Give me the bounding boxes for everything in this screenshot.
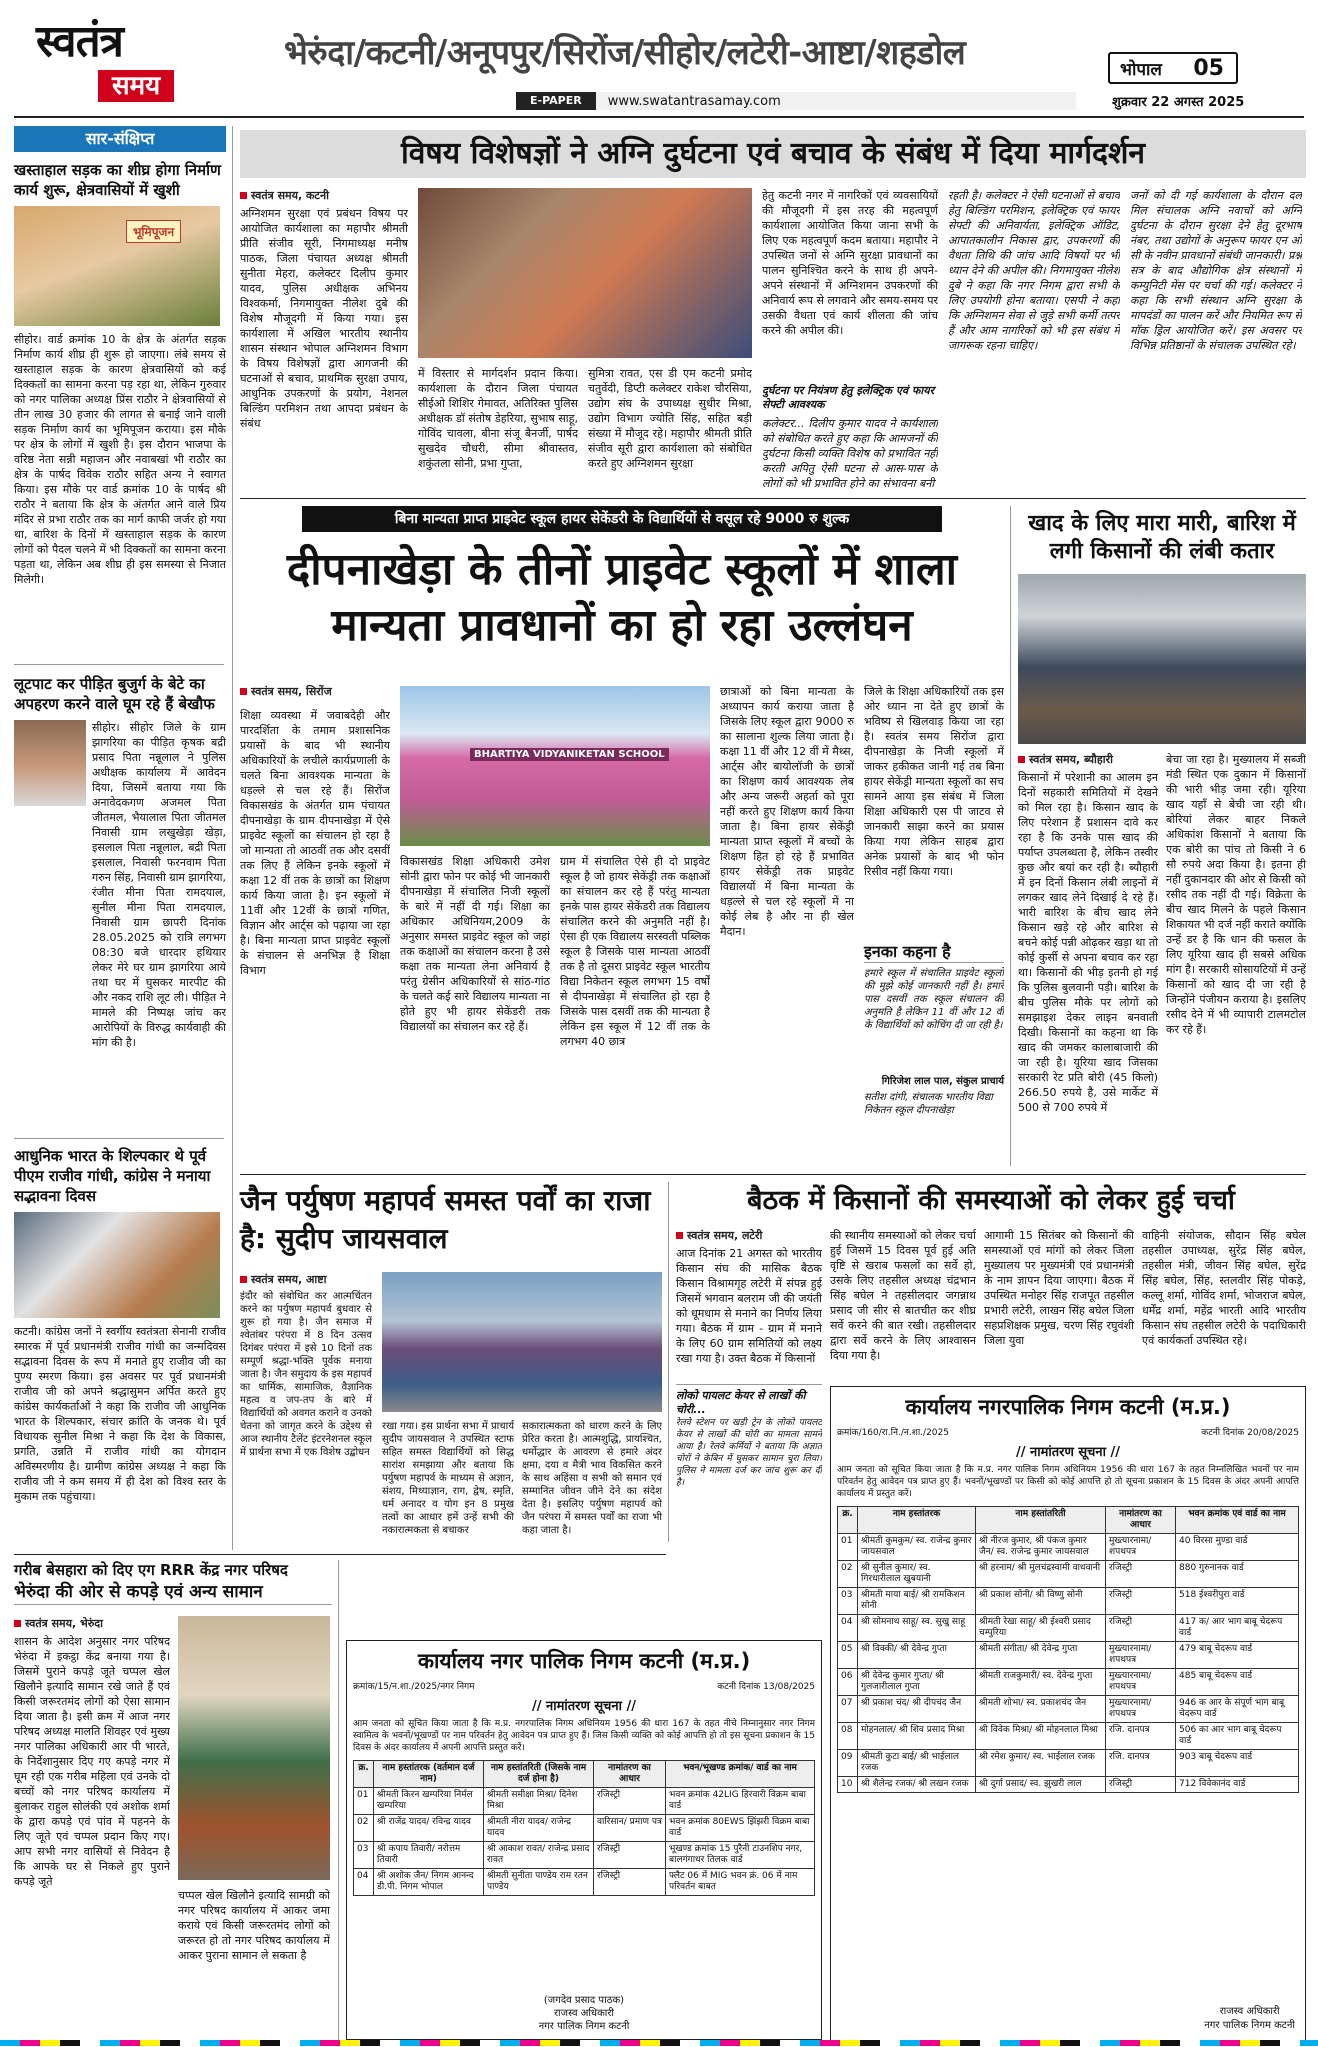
story-kicker: बिना मान्यता प्राप्त प्राइवेट स्कूल हायर सेकेंडरी के विद्यार्थियों से वसूल रहे 9000 रु शुल्क [302,506,942,532]
cities-banner: भेरुंदा/कटनी/अनूपपुर/सिरोंज/सीहोर/लटेरी-आष्टा/शहडोल [284,33,966,73]
story-col: बेचा जा रहा है। मुख्यालय में सब्जी मंडी स्थित एक दुकान में किसानों की भारी भीड़ जमा रही। यूरिया खाद यहाँ से बेची जा रही थी। बोरियां लेकर बाहर निकले अधिकांश किसानों ने बताया कि एक बोरी का पांच तो किसी ने 6 सौ रुपये अदा किया है। इतना ही नहीं दुकानदार की ओर से किसी को रसीद तक नहीं दी गई। विक्रेता के बीच खाद मिलने के पहले किसान शिकायत भी दर्ज नहीं कराते क्योंकि उन्हें डर है कि धान की फसल के लिए यूरिया खाद ही सबसे अधिक मांग है। सरकारी सोसायटियों में उन्हें किसानों को खाद दी जा रही है जिन्होंने पंजीयन कराया है। इसलिए रसीद देने में भी व्यापारी टालमटोल कर रहे हैं। [1166,753,1306,1036]
photo-sign: भूमिपूजन [126,220,181,243]
story-headline: दीपनाखेड़ा के तीनों प्राइवेट स्कूलों में शाला मान्यता प्रावधानों का हो रहा उल्लंघन [286,544,958,651]
col-header: नामांतरण का आधार [1106,1507,1176,1534]
story-headline: जैन पर्युषण महापर्व समस्त पर्वों का राजा है: सुदीप जायसवाल [240,1184,651,1255]
notice-signatory: नगर पालिक निगम कटनी [1204,2020,1295,2031]
story-col: आगामी 15 सितंबर को किसानों की समस्याओं एवं मांगों को लेकर जिला मुख्यालय पर मुख्यमंत्री एवं प्रधानमंत्री के नाम ज्ञापन दिया जाएगा। बैठक में उपस्थित मनोहर सिंह राजपूत तहसील प्रभारी लटेरी, लाखन सिंह बघेल जिला सहप्रशिक्षक प्रमुख, चरण सिंह रघुवंशी जिला युवा [984,1229,1134,1347]
notice-signatory: (जगदेव प्रसाद पाठक) [543,1995,625,2006]
story-col: शिक्षा व्यवस्था में जवाबदेही और पारदर्शिता के तमाम प्रशासनिक प्रयासों के बाद भी स्थानीय अधिकारियों के लचीले कार्यप्रणाली के चलते बिना आवश्यक मान्यता के धड़ल्ले से चल रहे हैं। सिरोंज विकासखंड के अंतर्गत ग्राम पंचायत दीपनाखेड़ा के ग्राम दीपनाखेड़ा में ऐसे प्राइवेट स्कूलों का संचालन हो रहा है जो मान्यता तो आठवीं तक और दसवीं तक लिए हैं लेकिन इनके स्कूलों में कक्षा 12 वीं तक के छात्रों का शिक्षण कार्य किया जाता है। इन स्कूलों में 11वीं और 12वीं के छात्रों गणित, विज्ञान और आर्ट्स को पढ़ाया जा रहा है। बिना मान्यता प्राप्त प्राइवेट स्कूलों के संचालन से अनभिज्ञ है शिक्षा विभाग [240,709,390,977]
sidebar-item-title: खस्ताहाल सड़क का शीघ्र होगा निर्माण कार्य शुरू, क्षेत्रवासियों में खुशी [14,161,221,199]
notice-signatory: नगर पालिक निगम कटनी [538,2021,630,2032]
road-bhoomipujan-photo [14,206,220,326]
youth-portrait-photo [14,720,86,806]
notice-table [837,1506,1299,1793]
sidebar-item-title: लूटपाट कर पीड़ित बुजुर्ग के बेटे का अपहरण करने वाले घूम रहे हैं बेखौफ [14,675,215,713]
story-col: अग्निशमन सुरक्षा एवं प्रबंधन विषय पर आयोजित कार्यशाला का महापौर श्रीमती प्रीति संजीव सूरी, निगमाध्यक्ष मनीष पाठक, जिला पंचायत अध्यक्ष श्रीमती सुनीता मेहरा, कलेक्टर दिलीप कुमार यादव, पुलिस अधीक्षक अभिनय विश्वकर्मा, निगमायुक्त नीलेश दुबे की विशेष मौजूदगी में किया गया। इस कार्यशाला में अखिल भारतीय स्थानीय शासन संस्थान भोपाल अग्निशमन विभाग के विषय विशेषज्ञों द्वारा आगजनी की घटनाओं से बचाव, प्राथमिक सुरक्षा उपाय, आधुनिक उपकरणों के प्रयोग, नेशनल बिल्डिंग परमिशन तथा आपदा प्रबंधन के संबंध [240,207,408,430]
story-col: विकासखंड शिक्षा अधिकारी उमेश सोनी द्वारा फोन पर कोई भी जानकारी दीपनाखेड़ा में संचालित निजी स्कूलों के बारे में नहीं दी गई। शिक्षा का अधिकार अधिनियम,2009 के अनुसार समस्त प्राइवेट स्कूल को जहां तक कक्षाओं का संचालन करना है उसे कक्षा तक मान्यता लेना अनिवार्य है परंतु ग्रेसीन अधिकारियों से सांठ-गांठ के चलते कई सारे विद्यालय मान्यता ना होते हुए भी हायर सेकेंडरी तक विद्यालयों का संचालन कर रहे हैं। [400,855,550,1033]
story-col: रखा गया। इस प्रार्थना सभा में प्राचार्य सुदीप जायसवाल ने उपस्थित स्टाफ सहित समस्त विद्यार्थियों को सिद्ध सारांश समझाया और बताया कि पर्युषण महापर्व के माध्यम से अज्ञान, संशय, मिथ्याज्ञान, राग, द्वेष, स्मृति, धर्म अनादर व योग इन 8 प्रमुख तत्वों का आधार हमें उन्हें सभी की नकारात्मकता से बचाकर [382,1421,514,1536]
table-row: 06 श्री देवेन्द्र कुमार गुप्ता/ श्री गुलजारीलाल गुप्ता श्रीमती राजकुमारी/ स्व. देवेन्द्र गुप्ता मुख्त्यारनामा/ शपथपत्र 485 बाबू चेदरूप वार्ड [838,1669,1299,1696]
table-row: 02 श्री सुनील कुमार/ स्व. गिरधारीलाल खुबयानी श्री हरनाम/ श्री मुलचंद्रस्वामी वाधवानी रजिस्ट्री 880 गुरुनानक वार्ड [838,1561,1299,1588]
story-col: हेतु कटनी नगर में नागरिकों एवं व्यवसायियों की मौजूदगी में इस तरह की महत्वपूर्ण कार्यशाला आयोजित किया जाना सभी के लिए एक महत्वपूर्ण कदम बताया। महापौर ने उपस्थित जनों से अग्नि सुरक्षा प्रावधानों का पालन सुनिश्चित करने के साथ ही अपने-अपने संस्थानों में अग्निशमन उपकरणों की अनिवार्य रूप से लगवाने और समय-समय पर उसकी वैधता एवं कार्य शीलता की जांच करने की अपील की। [762,189,938,337]
story-col: जनों को दी गई कार्यशाला के दौरान दल मिल संचालक अग्नि नवाचों को अग्नि दुर्घटना के दौरान सुरक्षा देने हेतु दूरभाष नंबर, तथा उद्योगों के अनुरूप फायर एन ओ सी के नवीन प्रावधानों संबंधी जानकारी। प्रश्न सत्र के बाद औद्योगिक क्षेत्र संस्थानों में कम्युनिटी मेंस पर चर्चा की गई। कलेक्टर ने कहा कि सभी संस्थान अग्नि सुरक्षा के मापदंडों का पालन करें और नियमित रूप से मॉक ड्रिल आयोजित करें। इस अवसर पर विभिन्न प्रतिष्ठानों के संचालक उपस्थित रहे। [1130,189,1302,352]
notice-title: कार्यालय नगर पालिक निगम कटनी (म.प्र.) [417,1649,751,1673]
logo [36,18,216,106]
col-header: नाम हस्तांतरिती (जिसके नाम दर्ज होना है) [484,1761,594,1788]
table-row: 08 मोहनलाल/ श्री शिव प्रसाद मिश्रा श्री विवेक मिश्रा/ श्री मोहनलाल मिश्रा रजि. दानपत्र 506 का आर भाग बाबू चेदरूप वार्ड [838,1723,1299,1750]
story-col: किसानों में परेशानी का आलम इन दिनों सहकारी समितियों में देखने को मिल रहा है। किसान खाद के लिए परेशान हैं प्रशासन दावे कर रहा है कि उनके पास खाद की पर्याप्त उपलब्धता है, लेकिन तस्वीर कुछ और बयां कर रही है। ब्यौहारी में इन दिनों किसान लंबी लाइनों में लगकर खाद लेने दिखाई दे रहे हैं। भारी बारिश के बीच खाद लेने किसान खड़े रहे और बारिश से बचने कोई पन्नी ओढ़कर खड़ा था तो कोई कुर्सी से अपना बचाव कर रहा था। किसानों की भीड़ इतनी हो गई कि पुलिस बुलवानी पड़ी। बारिश के बीच पुलिस मौके पर लोगों को समझाइश देकर लाइन बनवाती दिखी। किसानों का कहना था कि खाद की जमकर कालाबाजारी की जा रही है। यूरिया खाद जिसका सरकारी रेट प्रति बोरी (45 किलो) 266.50 रुपये है, उसे मार्केट में 500 से 700 रुपये में [1018,771,1158,1114]
story-col: कलेक्टर... दिलीप कुमार यादव ने कार्यशाला को संबोधित करते हुए कहा कि आमजनों की दुर्घटना किसी व्यक्ति विशेष को प्रभावित नहीं करती अपितु ऐसी घटना से आस-पास के लोगों को भी प्रभावित होने का संभावना बनी [762,417,938,490]
story-dateline: स्वतंत्र समय, आष्टा [240,1272,372,1287]
brief-theft-box [676,1384,822,1542]
clothes-distribution-photo [178,1616,330,1880]
story-col: जिले के शिक्षा अधिकारियों तक इस ओर ध्यान ना देते हुए छात्रों के भविष्य से खिलवाड़ किया जा रहा है। स्वतंत्र समय सिरोंज द्वारा दीपनाखेड़ा के निजी स्कूलों में जाकर हकीकत जानी गई तब बिना हायर सेकेंड्री मान्यता स्कूलों का सच सामने आया इस संबंध में जिला शिक्षा अधिकारी एस पी जाटव से जानकारी साझा करने का प्रयास किया गया लेकिन साहब द्वारा अनेक प्रयासों के बाद भी फोन रिसीव नहीं किया गया। [864,685,1004,878]
sidebar-item [14,674,226,1110]
print-color-bar [0,2040,1318,2046]
sidebar-item [14,160,226,692]
school-building-photo [400,686,710,846]
col-header: नाम हस्तांतरिती [976,1507,1106,1534]
notice-subtitle: // नामांतरण सूचना // [1015,1445,1121,1460]
table-row: 04 श्री अशोक जैन/ निगम आनन्द डी.पी. निगम भोपाल श्रीमती सुनीता पाण्डेय राम रतन पाण्डेय रजिस्ट्री फ्लैट 06 में MIG भवन क्रं. 06 में नाम परिवर्तन बाबत [354,1869,815,1896]
story-fertilizer-queue [1018,510,1306,1166]
sidebar-item-title: आधुनिक भारत के शिल्पकार थे पूर्व पीएम राजीव गांधी, कांग्रेस ने मनाया सद्भावना दिवस [14,1147,211,1205]
story-headline: विषय विशेषज्ञों ने अग्नि दुर्घटना एवं बचाव के संबंध में दिया मार्गदर्शन [240,130,1306,178]
quote-text: हमारे स्कूल में संचालित प्राइवेट स्कूलों की मुझे कोई जानकारी नहीं है। हमारे पास दसवीं तक स्कूल संचालन की अनुमति है लेकिन 11 वीं और 12 वीं के विद्यार्थियों को कोचिंग दी जा रही है। [864,968,1004,1031]
story-headline: बैठक में किसानों की समस्याओं को लेकर हुई चर्चा [747,1185,1235,1216]
story-fire-safety [240,130,1306,490]
sidebar [14,126,226,1526]
col-header: नामांतरण का आधार [594,1761,666,1788]
story-col: ग्राम में संचालित ऐसे ही दो प्राइवेट स्कूल है जो हायर सेकेंड्री तक कक्षाओं का संचालन कर रहे हैं परंतु मान्यता इनके पास हायर सेकेंडरी तक विद्यालय संचालित करने की अनुमति नहीं है। ऐसा ही एक विद्यालय सरस्वती पब्लिक स्कूल है जिसके पास मान्यता आठवीं तक है तो दूसरा प्राइवेट स्कूल भारतीय विद्या निकेतन स्कूल लगभग 15 वर्षों से दीपनाखेड़ा में संचालित हो रहा है जिसके पास दसवीं तक की मान्यता है लेकिन इस स्कूल में 12 वीं तक के लगभग 40 छात्र [560,855,710,1048]
notice-signatory: राजस्व अधिकारी [553,2008,615,2019]
website-link[interactable]: www.swatantrasamay.com [607,93,781,109]
col-header: भवन/भूखण्ड क्रमांक/ वार्ड का नाम [666,1761,815,1788]
notice-ref: क्रमांक/160/रा.नि./न.शा./2025 [837,1428,949,1438]
notice-table [353,1760,815,1896]
story-col: चप्पल खेल खिलौने इत्यादि सामग्री को नगर परिषद कार्यालय में आकर जमा कराये एवं किसी जरूरतमंद लोगों को जरूरत हो तो नगर परिषद कार्यालय में आकर पुराना सामान ले सकता है [178,1889,330,1962]
table-row: 02 श्री राजेंद्र यादव/ रविन्द्र यादव श्रीमती नीरा यादव/ राजेन्द्र यादव वारिसान/ प्रमाण पत्र भवन क्रमांक 80EWS झिंझरी विक्रम बाबा वार्ड [354,1815,815,1842]
notice-subtitle: // नामांतरण सूचना // [531,1699,637,1714]
table-row: 01 श्रीमती किरन खम्परिया निर्मल खम्परिया श्रीमती समीक्षा मिश्रा/ दिनेश मिश्रा रजिस्ट्री भवन क्रमांक 42LIG हिरवारी विक्रम बाबा वार्ड [354,1788,815,1815]
masthead [0,0,1318,112]
table-row: 03 श्री कपाय तिवारी/ नरोत्तम तिवारी श्री आकाश रावत/ राजेन्द्र प्रसाद रावत रजिस्ट्री भूखण्ड क्रमांक 15 पुरैनी टाउनशिप नगर, बालगंगाधर तिलक वार्ड [354,1842,815,1869]
sidebar-header: सार-संक्षिप्त [14,126,226,152]
col-header: नाम हस्तांतरक (वर्तमान दर्ज नाम) [374,1761,484,1788]
story-subhead: दुर्घटना पर नियंत्रण हेतु इलेक्ट्रिक एवं फायर सेफ्टी आवश्यक [762,384,935,411]
notice-date: कटनी दिनांक 20/08/2025 [1201,1428,1299,1438]
brief-text: रेलवे स्टेशन पर खड़ी ट्रेन के लोको पायलट केयर से लाखों की चोरी का मामला सामने आया है। रेलवे कर्मियों ने बताया कि अज्ञात चोरों ने केबिन में घुसकर सामान चुरा लिया। पुलिस ने मामला दर्ज कर जांच शुरू कर दी है। [676,1418,822,1488]
story-dateline: स्वतंत्र समय, भेरुंदा [14,1616,170,1631]
story-farmers-meeting [676,1182,1306,1378]
web-strip [516,92,1076,110]
notice-date: कटनी दिनांक 13/08/2025 [717,1682,815,1692]
edition-box [1108,52,1238,84]
story-col: वाहिनी संयोजक, सौदान सिंह बघेल तहसील उपाध्यक्ष, सुरेंद्र सिंह बघेल, तहसील मंत्री, जीवन सिंह बघेल, सुरेंद्र सिंह बघेल, सिंह, स्तलवीर सिंह पोकड़े, कल्लू शर्मा, गोविंद शर्मा, भोजराज बघेल, धर्मेंद्र शर्मा, महेंद्र भारती आदि भारतीय किसान संघ तहसील लटेरी के पदाधिकारी एवं कार्यकर्ता उपस्थित रहे। [1142,1229,1306,1347]
col-header: नाम हस्तांतरक [858,1507,976,1534]
issue-date: शुक्रवार 22 अगस्त 2025 [1112,95,1245,110]
story-col: शासन के आदेश अनुसार नगर परिषद भेरुंदा में इकट्ठा केंद्र बनाया गया है। जिसमें पुराने कपड़े जूते चप्पल खेल खिलौने इत्यादि सामान रखे जाते हैं एवं किसी जरूरतमंद लोगों को ऐसा सामान दिया जाता है। इसी क्रम में आज नगर परिषद अध्यक्ष मालति शिवहर एवं मुख्य नगर पालिका अधिकारी आर पी भारते, के निर्देशानुसार दिए गए कपड़े नगर में घूम रही एक गरीब महिला एवं उनके दो बच्चों को नगर परिषद कार्यालय में बुलाकर राहुल सोलंकी एवं अशोक शर्मा के द्वारा कपड़े एवं पांव में पहनने के लिए जूते एवं चप्पल प्रदान किए गए। आप सभी नगर वासियों से निवेदन है कि आपके घर से निकले हुए पुराने कपड़े जूते [14,1635,170,1888]
col-header: क्र. [354,1761,374,1788]
story-col: आज दिनांक 21 अगस्त को भारतीय किसान संघ की मासिक बैठक किसान विश्रामगृह लटेरी में संपन्न हुई जिसमें भगवान बलराम जी की जयंती को धूमधाम से मनाने का निर्णय लिया गया। बैठक में ग्राम - ग्राम में मनाने के लिए 60 ग्राम समितियों को लक्ष्य रखा गया है। उक्त बैठक में किसानों [676,1247,822,1365]
story-dateline: स्वतंत्र समय, सिरोंज [240,684,390,699]
story-headline: खाद के लिए मारा मारी, बारिश में लगी किसानों की लंबी कतार [1028,511,1296,564]
notice-title: कार्यालय नगरपालिक निगम कटनी (म.प्र.) [905,1395,1231,1419]
story-dateline: स्वतंत्र समय, लटेरी [676,1228,822,1243]
story-col: इंदौर को संबोधित कर आत्मचिंतन करने का पर्युषण महापर्व बुधवार से शुरू हो गया है। जैन समाज में श्वेतांबर परंपरा में 8 दिन उत्सव दिगंबर परंपरा में इसे 10 दिनों तक सम्पूर्ण श्रद्धा-भक्ति पूर्वक मनाया जाता है। जैन समुदाय के इस महापर्व का धार्मिक, सामाजिक, वैज्ञानिक महत्व व जप-तप के बारे में विद्यार्थियों को अवगत कराने व उनको चेतना को जागृत करने के उद्देश्य से आज स्थानीय टैलेंट इंटरनेशनल स्कूल में प्रार्थना सभा में एक विशेष उद्बोधन [240,1291,372,1458]
table-row: 09 श्रीमती कुटा बाई/ श्री भाईलाल रजक श्री रमेश कुमार/ स्व. भाईलाल रजक रजि. दानपत्र 903 बाबू चेदरूप वार्ड [838,1750,1299,1777]
quote-author: गिरिजेश लाल पाल, संकुल प्राचार्य [881,1076,1004,1087]
notice-signatory: राजस्व अधिकारी [1219,2006,1280,2017]
quote-author: सतीश दांगी, संचालक भारतीय विद्या निकेतन स्कूल दीपनाखेड़ा [864,1092,993,1116]
logo-bottom: समय [98,70,174,102]
col-header: क्र. [838,1507,858,1534]
col-header: भवन क्रमांक एवं वार्ड का नाम [1176,1507,1299,1534]
edition-city: भोपाल [1120,59,1162,80]
story-headline: भेरुंदा की ओर से कपड़े एवं अन्य सामान [14,1580,332,1605]
table-row: 03 श्रीमती माया बाई/ श्री रामकिशन सोनी श्री प्रकाश सोनी/ श्री विष्णु सोनी रजिस्ट्री 518 ईश्वरीपुरा वार्ड [838,1588,1299,1615]
table-row: 10 श्री शैलेन्द्र रजक/ श्री लखन रजक श्री दुर्गा प्रसाद/ स्व. झुखरी लाल रजिस्ट्री 712 विवेकानंद वार्ड [838,1777,1299,1793]
sidebar-item-body: कटनी। कांग्रेस जनों ने स्वर्गीय स्वतंत्रता सेनानी राजीव स्मारक में पूर्व प्रधानमंत्री राजीव गांधी का जन्मदिवस सद्भावना दिवस के रूप में मनाते हुए राजीव जी का पुण्य स्मरण किया। इस अवसर पर पूर्व प्रधानमंत्री राजीव जी को अपने श्रद्धासुमन अर्पित करते हुए कांग्रेस कार्यकर्ताओं ने कहा कि राजीव जी आधुनिक भारत के शिल्पकार, संचार क्रांति के जनक थे। पूर्व विधायक सुनील मिश्रा ने कहा कि देश के विकास, प्रगति, उन्नति में राजीव गांधी का योगदान अविस्मरणीय है। ग्रामीण कांग्रेस अध्यक्ष ने कहा कि राजीव जी ने कम समय में ही देश को विश्व स्तर के मुकाम तक पहुंचाया। [14,1325,226,1503]
table-row: 04 श्री सोमनाथ साहू/ स्व. सुखु साहू श्रीमती रेखा साहू/ श्री ईश्वरी प्रसाद चम्पुरिया रजिस्ट्री 417 क/ आर भाग बाबू चेदरूप वार्ड [838,1615,1299,1642]
school-assembly-photo [382,1272,662,1412]
story-col: में विस्तार से मार्गदर्शन प्रदान किया। कार्यशाला के दौरान जिला पंचायत सीईओ शिशिर गेमावत, अतिरिक्त पुलिस अधीक्षक डॉ संतोष डेहरिया, सुभाष साहू, गोविंद चावला, बीना संजू बैनर्जी, पार्षद सुखदेव चौधरी, सीमा श्रीवास्तव, शकुंतला सोनी, प्रभा गुप्ता, [418,367,578,470]
story-jain-paryushan [240,1182,662,1550]
municipal-notice-1 [346,1640,822,2040]
notice-ref: क्रमांक/15/न.शा./2025/नगर निगम [353,1682,475,1692]
table-row: 01 श्रीमती कुमकुम/ स्व. राजेन्द्र कुमार जायसवाल श्री नीरज कुमार, श्री पंकज कुमार जैन/ स्व. राजेन्द्र कुमार जायसवाल मुख्त्यारनामा/ शपथपत्र 40 विरसा मुण्डा वार्ड [838,1534,1299,1561]
logo-top: स्वतंत्र [36,16,123,67]
story-col: रहती है। कलेक्टर ने ऐसी घटनाओं से बचाव हेतु बिल्डिंग परमिशन, इलेक्ट्रिक एवं फायर सेफ्टी की अनिवार्यता, इलेक्ट्रिक ऑडिट, आपातकालीन निकास द्वार, उपकरणों की वैधता तिथि की जांच आदि विषयों पर भी ध्यान देने की अपील की। निगमायुक्त नीलेश दुबे ने कहा कि नगर निगम द्वारा सभी के लिए उपयोगी होना बताया। एसपी ने कहा कि अग्निशमन सेवा से जुड़े सभी कर्मी तत्पर हैं और आम नागरिकों को भी इस संबंध में जागरूक रहना चाहिए। [948,189,1120,352]
notice-intro: आम जनता को सूचित किया जाता है कि म.प्र. नगरपालिक निगम अधिनियम 1956 की धारा 167 के तहत नीचे निम्नानुसार नगर निगम स्वामित्व के भवनों/भूखण्डों पर नाम परिवर्तन हेतु आवेदन पत्र प्राप्त हुए हैं। जिस किसी व्यक्ति को कोई आपत्ति हो तो इस सूचना प्रकाशन के 15 दिवस के अंदर कार्यालय में अपनी आपत्ति प्रस्तुत करें। [353,1719,815,1753]
fire-workshop-photo [418,188,752,358]
quote-title: इनका कहना है [864,940,1004,963]
story-col: सकारात्मकता को धारण करने के लिए प्रेरित करता है। आत्मशुद्धि, प्रायश्चित, धर्मोद्धार के आवरण से हमारे अंदर क्षमा, दया व मैत्री भाव विकसित करने के साथ अहिंसा व सभी को समान एवं सम्मानित जीवन जीने देने का संदेश देता है। इसलिए पर्युषण महापर्व को जैन परंपरा में समस्त पर्वों का राजा भी कहा जाता है। [522,1421,662,1536]
sidebar-item-body: सीहोर। सीहोर जिले के ग्राम झागरिया का पीड़ित कृषक बद्री प्रसाद पिता नन्नूलाल ने पुलिस अधीक्षक कार्यालय में आवेदन दिया, जिसमें बताया गया कि अनावेदकगण अजमल पिता जीतमल, भैयालाल पिता जीतमल निवासी ग्राम लखुखेड़ा खेड़ा, इसलाल पिता नन्नूलाल, बद्री पिता इसलाल, निवासी फरनवाम पिता गरुन सिंह, निवासी ग्राम झागरिया, रंजीत मीना पिता रामदयाल, सुनील मीना पिता रामदयाल, निवासी ग्राम छापरी दिनांक 28.05.2025 को रात्रि लगभग 08:30 बजे धारदार हथियार लेकर मेरे घर ग्राम झागरिया आये तथा घर में घुसकर मारपीट की और नकद राशि लूट ली। पीड़ित ने मामले की निष्पक्ष जांच कर आरोपियों के विरुद्ध कार्यवाही की मांग की है। [92,721,226,1049]
epaper-label: E-PAPER [516,92,596,110]
page-number: 05 [1193,55,1224,81]
table-row: 05 श्री विक्की/ श्री देवेन्द्र गुप्ता श्रीमती संगीता/ श्री देवेन्द्र गुप्ता मुख्त्यारनामा/ शपथपत्र 479 बाबू चेदरूप वार्ड [838,1642,1299,1669]
brief-title: लोको पायलट केयर से लाखों की चोरी... [676,1389,806,1416]
story-col: सुमित्रा रावत, एस डी एम कटनी प्रमोद चतुर्वेदी, डिप्टी कलेक्टर राकेश चौरसिया, उद्योग संघ के उपाध्यक्ष सुधीर मिश्रा, उद्योग विभाग ज्योति सिंह, सहित बड़ी संख्या में मौजूद रहे। महापौर श्रीमती प्रीति संजीव सूरी द्वारा कार्यशाला को संबोधित करते हुए अग्निशमन सुरक्षा [588,367,752,470]
story-dateline: स्वतंत्र समय, ब्यौहारी [1018,752,1158,767]
table-row: 07 श्री प्रकाश चंद/ श्री दीपचंद जैन श्रीमती शोभा/ स्व. प्रकाशचंद जैन मुख्त्यारनामा/ शपथपत्र 946 क आर के संपूर्ण भाग बाबू चेदरूप वार्ड [838,1696,1299,1723]
story-rrr-centre [14,1560,332,2040]
farmers-queue-photo [1018,574,1306,744]
story-col: की स्थानीय समस्याओं को लेकर चर्चा हुई जिसमें 15 दिवस पूर्व हुई अति वृष्टि से खराब फसलों का सर्वे हो, उसके लिए तहसील अध्यक्ष चंद्रभान सिंह बघेल ने तहसीलदार जगन्नाथ प्रसाद जी सीर से बातचीत कर शीघ्र सर्वे करने की बात रखी। तहसीलदार द्वारा सर्वे करने के लिए आश्वासन दिया गया है। [830,1229,976,1362]
story-kicker: गरीब बेसहारा को दिए एग RRR केंद्र नगर परिषद [14,1561,288,1579]
story-dateline: स्वतंत्र समय, कटनी [240,188,408,203]
story-col: छात्राओं को बिना मान्यता के अध्यापन कार्य कराया जाता है जिसके लिए स्कूल द्वारा 9000 रु का सालाना शुल्क लिया जाता है। कक्षा 11 वीं और 12 वीं में मैथ्स, आर्ट्स और बायोलॉजी के छात्रों का शिक्षण कार्य आवश्यक लेब और अन्य जरूरी अहर्ता को पूरा नहीं करते हुए शिक्षण कार्य किया जाता है। बिना हायर सेकेंड्री मान्यता प्राप्त स्कूलों में बच्चों के शिक्षण हित हो रहे हैं प्रभावित हायर सेकेंड्री तक प्राइवेट विद्यालयों में बिना मान्यता के धड़ल्ले से चल रहे स्कूलों में ना कोई लेब है और ना ही खेल मैदान। [720,685,854,938]
congress-tribute-photo [14,1212,220,1318]
school-sign-text: BHARTIYA VIDYANIKETAN SCHOOL [470,748,669,761]
sidebar-item [14,1146,226,1574]
municipal-notice-2 [830,1386,1306,2042]
sidebar-item-body: सीहोर। वार्ड क्रमांक 10 के क्षेत्र के अंतर्गत सड़क निर्माण कार्य शीघ्र ही शुरू हो जाएगा। लंबे समय से खस्ताहाल सड़क के कारण क्षेत्रवासियों को कई दिक्कतों का सामना करना पड़ रहा था, लेकिन गुरुवार को नगर पालिका अध्यक्ष प्रिंस राठौर ने क्षेत्रवासियों से तीन लाख 30 हजार की लागत से बनाई जाने वाली सड़क निर्माण कार्य का भूमिपूजन कराया। इस मौके पर क्षेत्र के लोगों में खुशी है। इस दौरान भाजपा के वरिष्ठ नेता सन्नी महाजन और नवाबखां भी राठौर का क्षेत्र के पार्षद विवेक राठौर सहित अन्य ने स्वागत किया। इस मौके पर वार्ड क्रमांक 10 के पार्षद श्री राठौर ने बताया कि क्षेत्र के अंतर्गत आने वाले प्रिय मंदिर से प्रभा राठौर तक का मार्ग काफी जर्जर हो गया था, बारिश के दिनों में खस्ताहाल सड़क के कारण लोगों को पैदल चलने में भी दिक्कतों का सामना करना पड़ता था, लेकिन अब शीघ्र ही इस समस्या से निजात मिलेगी। [14,333,226,586]
notice-intro: आम जनता को सूचित किया जाता है कि म.प्र. नगर पालिक निगम अधिनियम 1956 की धारा 167 के तहत निम्नलिखित भवनों पर नाम परिवर्तन हेतु आवेदन पत्र प्राप्त हुए हैं। भवनों/भूखण्डों पर किसी को कोई आपत्ति हो तो सूचना प्रकाशन के 15 दिवस के अंदर अपनी आपत्ति कार्यालय में प्रस्तुत करें। [837,1465,1299,1499]
story-private-schools [240,506,1004,1166]
